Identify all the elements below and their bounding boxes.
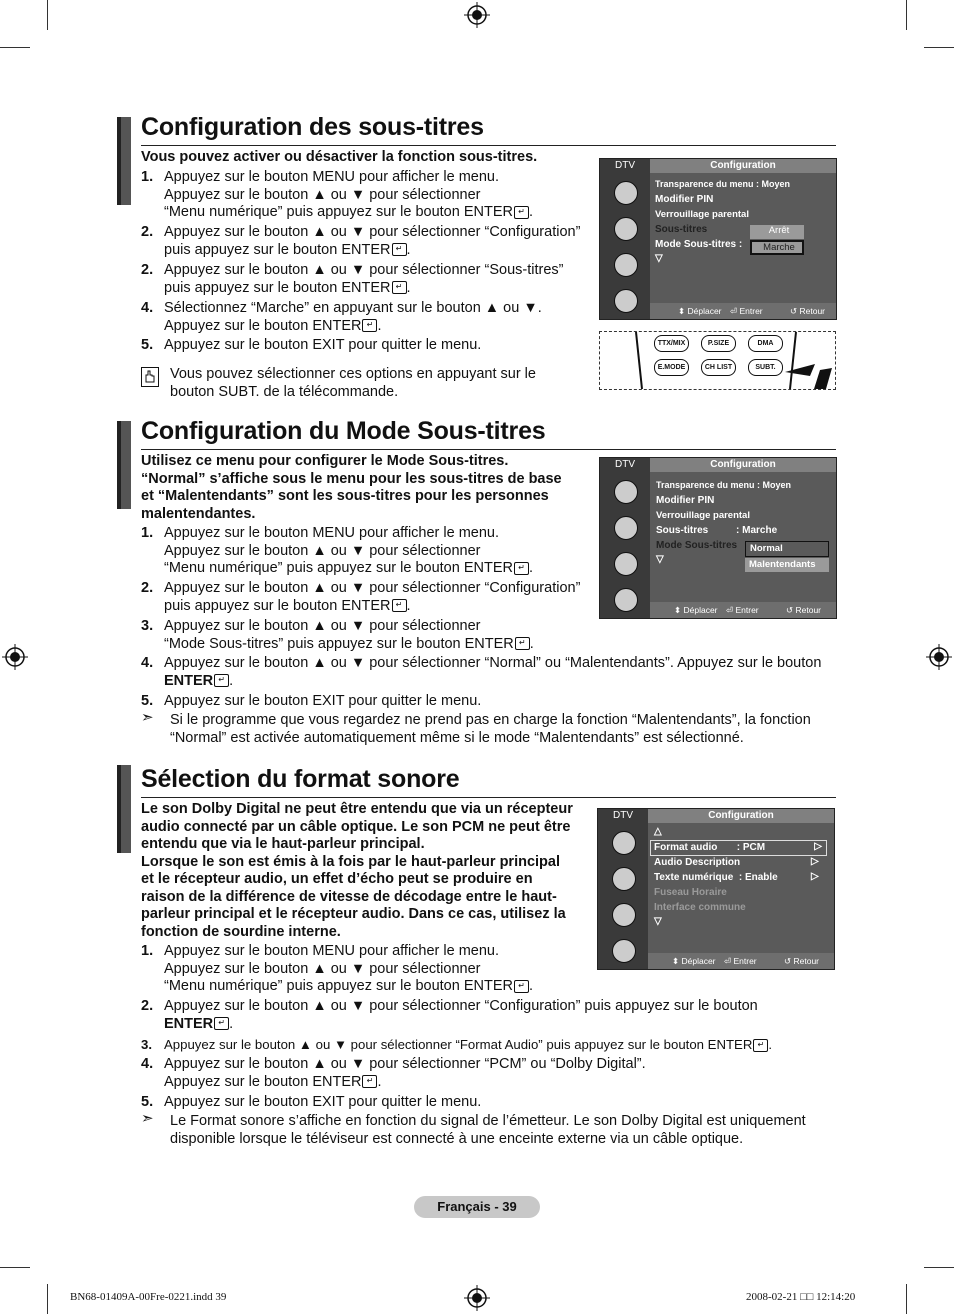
footer-enter: ⏎ Entrer <box>724 956 757 966</box>
enter-icon: ↵ <box>214 674 229 687</box>
menu-item[interactable]: Mode Sous-titres <box>656 540 738 551</box>
enter-icon: ↵ <box>753 1039 768 1052</box>
menu-item[interactable]: Texte numérique : Enable <box>654 872 778 883</box>
footer-return: ↺ Retour <box>790 306 825 316</box>
dma-button[interactable]: DMA <box>748 335 783 352</box>
screen-mode-label: DTV <box>600 458 650 472</box>
menu-item[interactable]: Verrouillage parental <box>656 510 750 521</box>
tv-menu-screen <box>599 158 837 320</box>
picture-menu-icon <box>614 181 638 205</box>
crop-mark <box>0 47 30 48</box>
enter-icon: ↵ <box>392 281 407 294</box>
menu-item[interactable]: Sous-titres <box>655 224 708 235</box>
enter-icon: ↵ <box>362 1075 377 1088</box>
footer-return: ↺ Retour <box>786 605 821 615</box>
note-hand-icon <box>141 367 159 387</box>
option-off[interactable]: Arrêt <box>750 225 804 239</box>
crop-mark <box>906 1284 907 1314</box>
page-number: Français - 39 <box>414 1196 540 1218</box>
chlist-button[interactable]: CH LIST <box>701 359 736 376</box>
psize-button[interactable]: P.SIZE <box>701 335 736 352</box>
sound-menu-icon <box>612 867 636 891</box>
section-marker <box>117 117 131 205</box>
enter-icon: ↵ <box>214 1017 229 1030</box>
registration-mark-icon <box>464 2 490 28</box>
scroll-down-icon[interactable]: ▽ <box>655 253 663 264</box>
enter-icon: ↵ <box>514 562 529 575</box>
tv-menu-screen <box>599 457 837 619</box>
print-timestamp: 2008-02-21 □□ 12:14:20 <box>746 1291 856 1303</box>
subt-button[interactable]: SUBT. <box>748 359 783 376</box>
footer-move: ⬍ Déplacer <box>678 306 722 316</box>
menu-item[interactable]: Audio Description <box>654 857 741 868</box>
note-text: Le Format sonore s’affiche en fonction du signal de l’émetteur. Le son Dolby Digital est uniquement disponible lorsque le téléviseur est connecté à une enceinte externe via un câble optique. <box>170 1113 806 1147</box>
section-marker <box>117 765 131 853</box>
note-arrow-icon: ➣ <box>141 1110 154 1127</box>
section-marker <box>117 421 131 509</box>
input-menu-icon <box>612 939 636 963</box>
note-arrow-icon: ➣ <box>141 709 154 726</box>
enter-icon: ↵ <box>514 980 529 993</box>
note-text: Si le programme que vous regardez ne prend pas en charge la fonction “Malentendants”, la fonction “Normal” est activée automatiquement même si le mode “Malentendants” est sélectionné. <box>170 712 811 746</box>
registration-mark-icon <box>2 644 28 670</box>
menu-item[interactable]: Transparence du menu : Moyen <box>656 480 792 490</box>
section-rule <box>141 145 836 146</box>
remote-excerpt <box>599 331 836 390</box>
tv-menu-screen <box>597 808 835 970</box>
sound-menu-icon <box>614 516 638 540</box>
option-hearing-impaired[interactable]: Malentendants <box>745 558 829 572</box>
print-slug: BN68-01409A-00Fre-0221.indd 39 <box>70 1291 227 1303</box>
step-line: “Menu numérique” puis appuyez sur le bouton ENTER <box>164 204 513 220</box>
screen-mode-label: DTV <box>598 809 648 823</box>
screen-menu-title: Configuration <box>650 458 836 472</box>
footer-move: ⬍ Déplacer <box>672 956 716 966</box>
crop-mark <box>924 47 954 48</box>
menu-item-disabled: Interface commune <box>654 902 746 913</box>
section-title: Sélection du format sonore <box>141 765 460 793</box>
menu-item[interactable]: Modifier PIN <box>656 495 715 506</box>
section-intro: Vous pouvez activer ou désactiver la fonction sous-titres. <box>141 149 538 165</box>
footer-move: ⬍ Déplacer <box>674 605 718 615</box>
screen-sidebar <box>600 472 650 618</box>
screen-menu-title: Configuration <box>648 809 834 823</box>
menu-item[interactable]: Verrouillage parental <box>655 209 749 220</box>
crop-mark <box>47 0 48 30</box>
section-rule <box>141 797 836 798</box>
input-menu-icon <box>614 289 638 313</box>
note-text: Vous pouvez sélectionner ces options en appuyant sur le bouton SUBT. de la télécommande. <box>170 366 536 400</box>
registration-mark-icon <box>464 1285 490 1311</box>
step-line: Appuyez sur le bouton ▲ ou ▼ pour sélectionner <box>164 186 481 203</box>
section-title: Configuration du Mode Sous-titres <box>141 417 546 445</box>
footer-enter: ⏎ Entrer <box>726 605 759 615</box>
option-on[interactable]: Marche <box>750 240 804 255</box>
screen-menu-title: Configuration <box>650 159 836 173</box>
footer-enter: ⏎ Entrer <box>730 306 763 316</box>
enter-icon: ↵ <box>362 319 377 332</box>
option-normal[interactable]: Normal <box>745 541 829 557</box>
enter-icon: ↵ <box>392 243 407 256</box>
footer-return: ↺ Retour <box>784 956 819 966</box>
menu-item[interactable]: Sous-titres : Marche <box>656 525 778 536</box>
section-intro: Le son Dolby Digital ne peut être entendu que via un récepteur audio connecté par un câble optique. Le son PCM ne peut être entendu que via le haut-parleur principal. Lorsque le son est émis à la fois par le haut-parleur principal et le récepteur audio, un effet d’écho peut se produire en raison de la différence de vitesse de décodage entre le haut- parleur principal et le récepteur audio. Dans ce cas, utilisez la fonction de sourdine interne. <box>141 801 573 940</box>
setup-menu-icon <box>614 552 638 576</box>
crop-mark <box>924 1267 954 1268</box>
scroll-up-icon[interactable]: △ <box>654 826 662 837</box>
screen-sidebar <box>598 823 648 969</box>
picture-menu-icon <box>614 480 638 504</box>
enter-icon: ↵ <box>515 637 530 650</box>
section-rule <box>141 449 836 450</box>
crop-mark <box>47 1284 48 1314</box>
emode-button[interactable]: E.MODE <box>654 359 689 376</box>
input-menu-icon <box>614 588 638 612</box>
scroll-down-icon[interactable]: ▽ <box>656 554 664 565</box>
setup-menu-icon <box>612 903 636 927</box>
picture-menu-icon <box>612 831 636 855</box>
chevron-right-icon: ▷ <box>811 856 819 867</box>
chevron-right-icon: ▷ <box>811 871 819 882</box>
section-intro: Utilisez ce menu pour configurer le Mode Sous-titres. “Normal” s’affiche sous le menu pour les sous-titres de base et “Malentendants” sont les sous-titres pour les personnes malentendantes. <box>141 453 562 522</box>
section-title: Configuration des sous-titres <box>141 113 484 141</box>
step-line: Appuyez sur le bouton MENU pour afficher le menu. <box>164 169 500 185</box>
menu-item-selected[interactable]: Format audio : PCM ▷ <box>650 840 827 856</box>
menu-item-disabled: Fuseau Horaire <box>654 887 727 898</box>
menu-item[interactable]: Modifier PIN <box>655 194 714 205</box>
scroll-down-icon[interactable]: ▽ <box>654 916 662 927</box>
registration-mark-icon <box>926 644 952 670</box>
enter-icon: ↵ <box>392 599 407 612</box>
chevron-right-icon: ▷ <box>814 841 822 852</box>
crop-mark <box>0 1267 30 1268</box>
screen-mode-label: DTV <box>600 159 650 173</box>
setup-menu-icon <box>614 253 638 277</box>
menu-item[interactable]: Transparence du menu : Moyen <box>655 179 791 189</box>
sound-menu-icon <box>614 217 638 241</box>
enter-icon: ↵ <box>514 206 529 219</box>
menu-item[interactable]: Mode Sous-titres : <box>655 239 743 250</box>
ttx-mix-button[interactable]: TTX/MIX <box>654 335 689 352</box>
crop-mark <box>906 0 907 30</box>
screen-sidebar <box>600 173 650 319</box>
